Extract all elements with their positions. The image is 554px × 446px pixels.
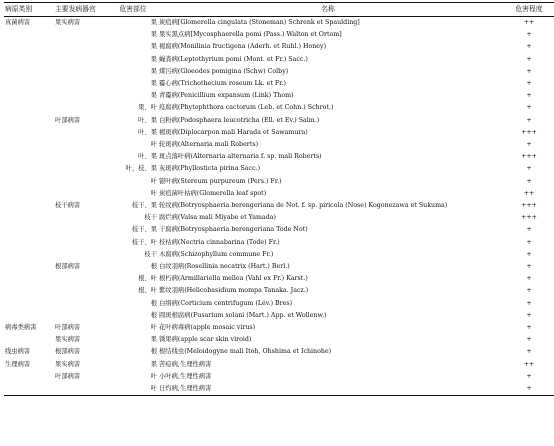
cell-damage-level: + (526, 92, 532, 100)
cell-main-organ: 枝干病害 (55, 202, 81, 210)
cell-damage-level: + (526, 263, 532, 271)
cell-damage-level: ++ (523, 360, 535, 368)
cell-disease-name: 轮纹病(Botryosphaeria berengeriana de Not. f. sp. piricola (Nose) Kogonezawa et Sukuma) (159, 202, 448, 210)
cell-pathogen-category: 生理病害 (5, 360, 31, 368)
cell-main-organ (54, 54, 108, 66)
cell-disease-name: 轮斑病(Alternaria mali Roberts) (159, 141, 259, 149)
cell-pathogen-category (4, 371, 54, 383)
cell-pathogen-category (4, 66, 54, 78)
cell-damage-part: 果 (150, 31, 157, 39)
header-name: 名称 (158, 3, 498, 17)
cell-damage-part: 根 (150, 299, 157, 307)
table-row (4, 273, 554, 285)
cell-damage-part: 根 (150, 348, 157, 356)
cell-main-organ (54, 41, 108, 53)
cell-pathogen-category (4, 78, 54, 90)
table-row (4, 371, 554, 383)
cell-disease-name: 圆斑根腐病(Fusarium solani (Mart.) App. et Wollenw.) (159, 311, 327, 319)
table-row (4, 66, 554, 78)
cell-disease-name: 腐烂病(Valsa mali Miyabe et Yamada) (159, 214, 277, 222)
cell-damage-level: + (526, 67, 532, 75)
cell-damage-level: + (526, 177, 532, 185)
cell-disease-name: 炭疽病[Glomerella cingulata (Stoneman) Schrenk et Spaulding] (159, 19, 360, 26)
cell-disease-name: 银叶病(Stereum purpureum (Pers.) Fr.) (159, 177, 282, 185)
cell-pathogen-category (4, 237, 54, 249)
cell-damage-part: 果 (150, 43, 157, 51)
cell-damage-level: + (526, 299, 532, 307)
table-row (4, 200, 554, 212)
cell-pathogen-category (4, 188, 54, 200)
cell-pathogen-category: 病毒类病害 (5, 324, 37, 332)
cell-main-organ: 根部病害 (55, 348, 81, 356)
cell-damage-part: 枝干 (144, 214, 157, 222)
cell-damage-level: +++ (521, 202, 537, 210)
table-row (4, 54, 554, 66)
cell-damage-level: + (526, 250, 532, 258)
cell-disease-name: 褐腐病(Monilinia fructigena (Aderh. et Ruhl.) Honey) (159, 43, 327, 51)
table-row (4, 261, 554, 273)
cell-pathogen-category (4, 139, 54, 151)
cell-main-organ: 果实病害 (55, 336, 81, 344)
cell-damage-part: 叶、果 (138, 116, 157, 124)
cell-disease-name: 灰斑病(Phyllosticta pirina Sacc.) (159, 165, 261, 173)
cell-pathogen-category (4, 310, 54, 322)
cell-disease-name: 煤污病(Gloeodes pomigina (Schw) Colby) (159, 67, 289, 75)
table-row (4, 285, 554, 297)
cell-damage-part: 根 (150, 263, 157, 271)
table-row (4, 115, 554, 127)
cell-damage-level: + (526, 80, 532, 88)
cell-main-organ (54, 102, 108, 114)
cell-damage-level: +++ (521, 214, 537, 222)
cell-main-organ (54, 285, 108, 297)
cell-disease-name: 花叶病毒病(apple mosaic virus) (159, 324, 256, 332)
cell-disease-name: 褐斑病(Diplocarpon mali Harada et Sawamura) (159, 128, 308, 136)
cell-main-organ (54, 249, 108, 261)
table-row (4, 346, 554, 358)
cell-damage-part: 叶 (108, 383, 158, 396)
cell-damage-level: + (526, 141, 532, 149)
cell-damage-level: + (526, 336, 532, 344)
cell-disease-name: 日灼病,生理性病害 (158, 383, 498, 396)
cell-main-organ (54, 78, 108, 90)
cell-damage-level: + (526, 348, 532, 356)
cell-pathogen-category (4, 249, 54, 261)
cell-main-organ (54, 273, 108, 285)
cell-disease-name: 干腐病(Botryosphaeria berengeriana Tode Not) (159, 226, 308, 234)
cell-damage-part: 根、叶 (138, 287, 157, 295)
cell-pathogen-category (4, 102, 54, 114)
cell-damage-level: + (526, 55, 532, 63)
cell-damage-level: + (526, 226, 532, 234)
cell-pathogen-category (4, 54, 54, 66)
cell-main-organ (54, 237, 108, 249)
cell-damage-level: ++ (523, 19, 535, 26)
cell-damage-part: 枝干 (144, 250, 157, 258)
table-row (4, 298, 554, 310)
cell-damage-part: 叶 (150, 372, 157, 380)
cell-damage-part: 根 (150, 311, 157, 319)
cell-damage-part: 果 (150, 67, 157, 75)
table-row (4, 17, 554, 30)
table-row (4, 127, 554, 139)
cell-main-organ (54, 224, 108, 236)
cell-damage-level: + (498, 383, 554, 396)
cell-disease-name: 小叶病,生理性病害 (159, 372, 212, 380)
cell-pathogen-category (4, 151, 54, 163)
cell-damage-level: +++ (521, 128, 537, 136)
cell-pathogen-category (4, 41, 54, 53)
cell-pathogen-category (4, 200, 54, 212)
cell-main-organ (54, 176, 108, 188)
cell-pathogen-category: 真菌病害 (5, 19, 31, 26)
cell-damage-level: + (526, 372, 532, 380)
cell-damage-part: 叶、枝、果 (125, 165, 157, 173)
cell-disease-name: 炭疽菌叶枯病(Glomerella leaf spot) (159, 189, 267, 197)
cell-damage-part: 枝干、叶 (131, 238, 157, 246)
table-row (4, 139, 554, 151)
table-row (4, 237, 554, 249)
cell-damage-level: ++ (523, 189, 535, 197)
cell-main-organ: 果实病害 (55, 360, 81, 368)
cell-damage-part: 果 (150, 360, 157, 368)
cell-damage-part: 枝干、果 (131, 226, 157, 234)
cell-main-organ (54, 310, 108, 322)
table-row (4, 224, 554, 236)
cell-damage-part: 叶、果 (138, 128, 157, 136)
table-row (4, 249, 554, 261)
cell-damage-level: + (526, 311, 532, 319)
cell-damage-part: 果 (150, 336, 157, 344)
header-main-organ: 主要发病器官 (54, 3, 108, 17)
table-row (4, 359, 554, 371)
cell-pathogen-category (4, 334, 54, 346)
cell-damage-level: + (526, 31, 532, 39)
cell-damage-part: 叶 (150, 177, 157, 185)
table-row (4, 212, 554, 224)
cell-disease-name: 枝枯病(Nectria cinnabarina (Tode) Fr.) (159, 238, 280, 246)
cell-damage-part: 果 (150, 92, 157, 100)
cell-main-organ (54, 163, 108, 175)
cell-damage-part: 果 (150, 80, 157, 88)
cell-damage-part: 叶、果 (138, 153, 157, 161)
cell-main-organ: 叶部病害 (55, 324, 81, 332)
cell-damage-part: 果 (150, 55, 157, 63)
cell-damage-part: 枝干、果 (131, 202, 157, 210)
table-row (4, 334, 554, 346)
header-damage-level: 危害程度 (498, 3, 554, 17)
cell-damage-part: 叶 (150, 189, 157, 197)
cell-damage-part: 果、叶 (138, 104, 157, 112)
cell-pathogen-category (4, 285, 54, 297)
cell-pathogen-category (4, 298, 54, 310)
cell-main-organ (54, 212, 108, 224)
table-row (4, 310, 554, 322)
cell-disease-name: 紫纹羽病(Helicobasidium mompa Tanaka. Jacz.) (159, 287, 309, 295)
cell-main-organ (54, 298, 108, 310)
cell-main-organ (54, 383, 108, 396)
cell-main-organ: 根部病害 (55, 263, 81, 271)
header-damage-part: 危害部位 (108, 3, 158, 17)
cell-disease-name: 斑点落叶病(Alternaria alternaria f. sp. mali Roberts) (159, 153, 322, 161)
cell-damage-part: 根、叶 (138, 275, 157, 283)
cell-pathogen-category (4, 212, 54, 224)
cell-pathogen-category: 线虫病害 (5, 348, 31, 356)
cell-main-organ: 叶部病害 (55, 372, 81, 380)
table-row (4, 151, 554, 163)
table-row (4, 322, 554, 334)
cell-main-organ: 叶部病害 (55, 116, 81, 124)
cell-damage-level: + (526, 238, 532, 246)
cell-disease-name: 锈果病(apple scar skin viroid) (159, 336, 252, 344)
cell-main-organ (54, 139, 108, 151)
table-row (4, 29, 554, 41)
cell-disease-name: 根结线虫(Meloidogyne mali Itoh, Ohshima et Ichinohe) (159, 348, 332, 356)
apple-disease-table (4, 2, 554, 396)
cell-damage-level: + (526, 43, 532, 51)
cell-main-organ: 果实病害 (55, 19, 81, 26)
cell-damage-level: + (526, 287, 532, 295)
cell-damage-level: +++ (521, 153, 537, 161)
cell-main-organ (54, 151, 108, 163)
table-row (4, 102, 554, 114)
cell-damage-level: + (526, 324, 532, 332)
disease-table-container (4, 2, 550, 396)
table-row (4, 383, 554, 396)
cell-pathogen-category (4, 115, 54, 127)
table-row (4, 78, 554, 90)
cell-main-organ (54, 90, 108, 102)
cell-pathogen-category (4, 273, 54, 285)
cell-main-organ (54, 29, 108, 41)
cell-pathogen-category (4, 261, 54, 273)
cell-damage-part: 叶 (150, 141, 157, 149)
cell-disease-name: 根朽病(Armillariella mellea (Vahl ex Fr.) Karst.) (159, 275, 308, 283)
cell-pathogen-category (4, 29, 54, 41)
cell-disease-name: 白粉病(Podosphaera leucotricha (Ell. et Ev.) Salm.) (159, 116, 320, 124)
cell-disease-name: 蝇粪病(Leptothyrium pomi (Mont. et Fr.) Sacc.) (159, 55, 308, 63)
table-row (4, 163, 554, 175)
cell-pathogen-category (4, 127, 54, 139)
table-row (4, 176, 554, 188)
cell-main-organ (54, 66, 108, 78)
cell-main-organ (54, 188, 108, 200)
cell-disease-name: 木腐病(Schizophyllum commune Fr.) (159, 250, 274, 258)
table-row (4, 188, 554, 200)
table-row (4, 41, 554, 53)
cell-damage-level: + (526, 165, 532, 173)
cell-damage-part: 叶 (150, 324, 157, 332)
cell-pathogen-category (4, 163, 54, 175)
cell-damage-level: + (526, 275, 532, 283)
cell-disease-name: 青霉病(Penicillium expansum (Link) Thom) (159, 92, 294, 100)
cell-pathogen-category (4, 224, 54, 236)
cell-pathogen-category (4, 90, 54, 102)
cell-disease-name: 霉心病(Trichothecium roseum Lk. et Fr.) (159, 80, 287, 88)
cell-pathogen-category (4, 176, 54, 188)
cell-disease-name: 果实黑点病[Mycosphaerella pomi (Pass.) Walton et Ortom] (159, 31, 342, 39)
cell-disease-name: 白绢病(Corticium centrifugum (Lév.) Bres) (159, 299, 293, 307)
cell-pathogen-category (4, 383, 54, 396)
table-row (4, 90, 554, 102)
cell-main-organ (54, 127, 108, 139)
cell-damage-level: + (526, 116, 532, 124)
cell-disease-name: 苦痘病,生理性病害 (159, 360, 212, 368)
table-header-row (4, 3, 554, 17)
cell-damage-part: 果 (150, 19, 157, 26)
cell-damage-level: + (526, 104, 532, 112)
cell-disease-name: 疫腐病(Phytophthora cactorum (Leb. et Cohn.) Schrot.) (159, 104, 334, 112)
header-pathogen-category: 病原类别 (4, 3, 54, 17)
cell-disease-name: 白纹羽病(Rosellinia necatrix (Hart.) Berl.) (159, 263, 290, 271)
